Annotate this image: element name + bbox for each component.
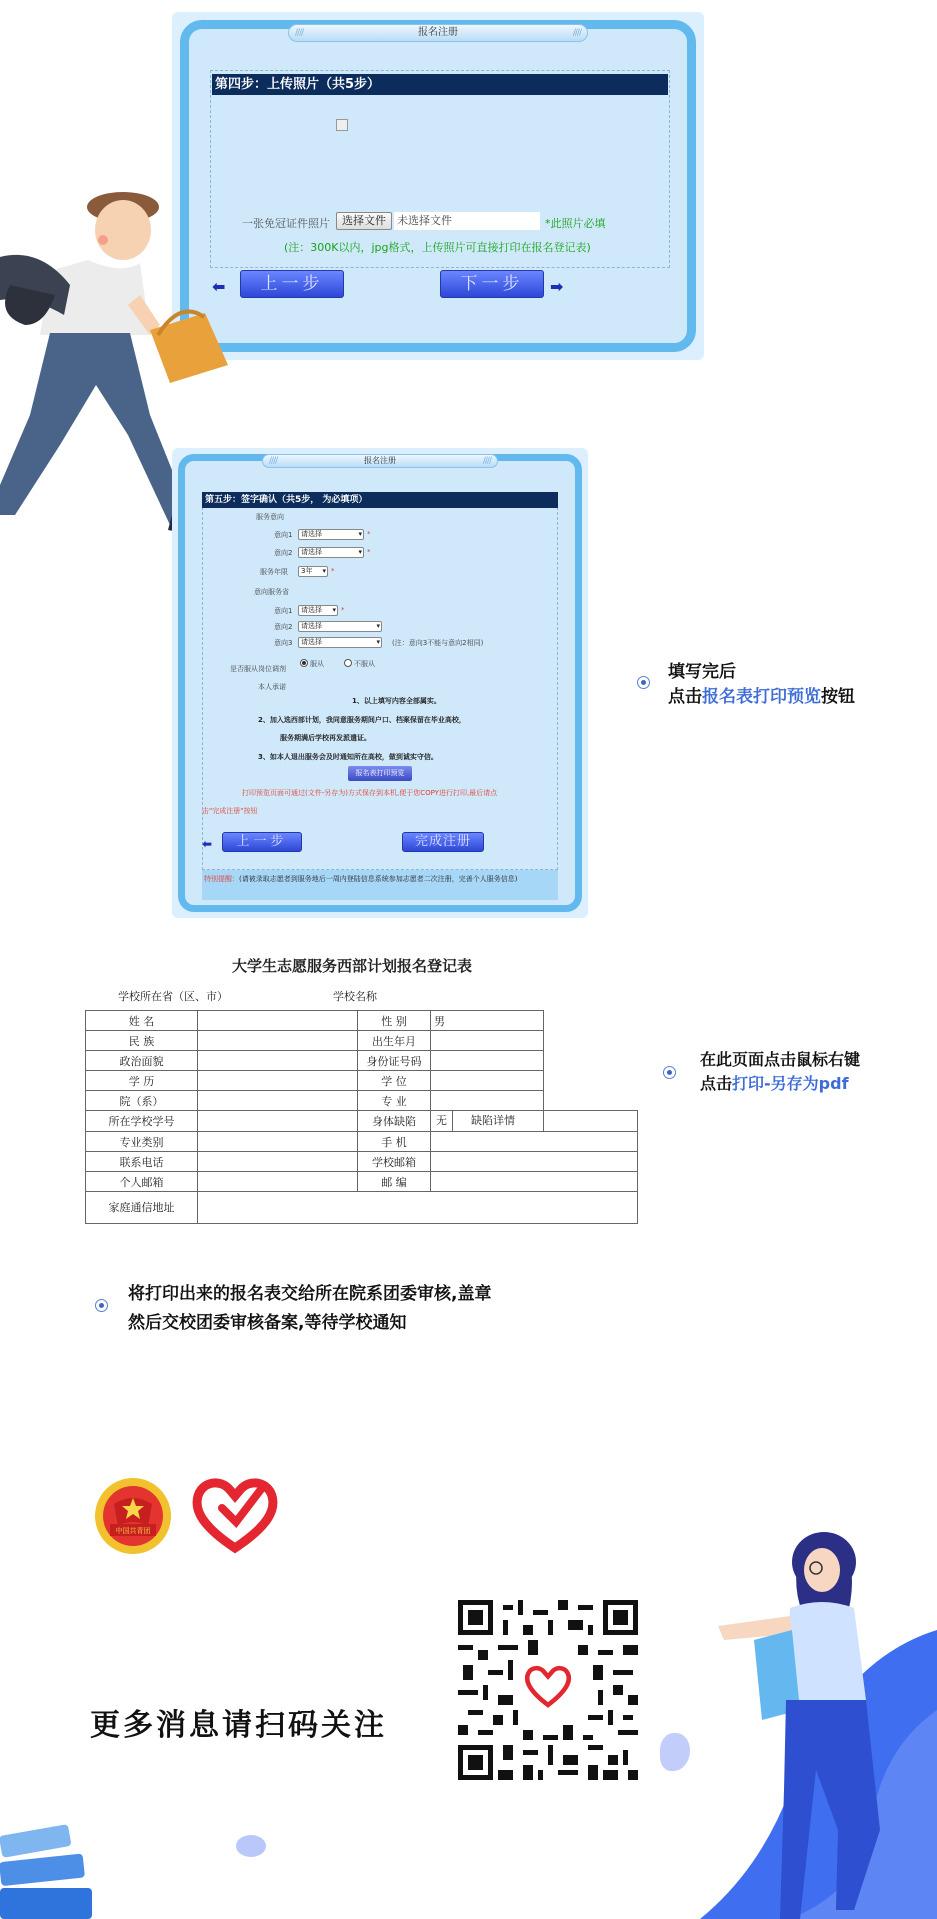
province-label: 学校所在省（区、市）	[118, 990, 228, 1003]
required-note: *此照片必填	[545, 217, 606, 230]
svg-text:中国共青团: 中国共青团	[115, 1527, 151, 1535]
bullet-icon	[95, 1299, 108, 1312]
province2-select[interactable]: 请选择 ▾	[298, 621, 382, 632]
arrow-right-icon: ➡	[550, 277, 564, 296]
obey-radio[interactable]	[300, 659, 308, 667]
bullet-icon	[663, 1066, 676, 1079]
arrow-left-icon: ⬅	[212, 277, 226, 296]
volunteer-heart-logo-icon	[192, 1474, 278, 1554]
panel-title: //// 报名注册 ////	[288, 24, 588, 42]
bullet-icon	[637, 676, 650, 689]
qr-code[interactable]	[458, 1600, 638, 1780]
table-row: 所在学校学号 身体缺陷 无 缺陷详情	[86, 1111, 638, 1132]
photo-preview-icon	[336, 119, 348, 131]
table-row: 学 历 学 位	[86, 1071, 638, 1091]
print-preview-button[interactable]: 报名表打印预览	[348, 766, 412, 781]
decor-blob	[236, 1835, 266, 1857]
intent1-select[interactable]: 请选择 ▾	[298, 529, 364, 540]
years-select[interactable]: 3年 ▾	[298, 566, 328, 577]
prev-step-button[interactable]: 上一步	[240, 270, 344, 298]
note-save-pdf: 在此页面点击鼠标右键 点击打印-另存为pdf	[700, 1050, 861, 1093]
province-note: (注：意向3不能与意向2相同)	[392, 639, 484, 647]
table-row: 家庭通信地址	[86, 1192, 638, 1224]
next-step-button[interactable]: 下一步	[440, 270, 544, 298]
table-row: 专业类别 手 机	[86, 1132, 638, 1152]
note-submit-form: 将打印出来的报名表交给所在院系团委审核,盖章 然后交校团委审核备案,等待学校通知	[128, 1284, 492, 1333]
registration-table	[85, 1010, 638, 1224]
confirm-panel: //// 报名注册 //// 第五步：签字确认（共5步， 为必填项） 服务意向 意向1 请选择 ▾ * 意向2 请选择 ▾ * 服务年限 3年 ▾ * 意向服务省 意向1 请选择 ▾ * 意向2 请选择 ▾ 意向3 请选择 ▾ (注：意向3不能与意向2相同) 是否服从岗位调剂 服从 不服从 本人承诺 1、以上填写内容全部属实。 2、加入选西部计划，我同意服务期间户口、档案保留在毕业高校， 服务期满后学校再发派遣证。 3、如本人退出服务会及时通知所在高校，做到诚实守信。 报名表打印预览 打印预览页面可通过(文件-另存为)方式保存到本机,便于您COPY进行打印,最后请点 击"完成注册"按钮 ⬅ 上一步 完成注册 特别提醒：(请被录取志愿者到服务地后一周内登陆信息系统参加志愿者二次注册，完善个人服务信息)	[172, 448, 588, 918]
panel-title: //// 报名注册 ////	[262, 454, 498, 468]
arrow-left-icon: ⬅	[202, 837, 213, 851]
note-fill-complete: 填写完后 点击报名表打印预览按钮	[668, 662, 855, 707]
step-header: 第五步：签字确认（共5步， 为必填项）	[202, 492, 558, 508]
table-row: 姓 名 性 别 男	[86, 1011, 638, 1031]
scan-prompt: 更多消息请扫码关注	[90, 1708, 387, 1743]
intent2-select[interactable]: 请选择 ▾	[298, 547, 364, 558]
file-status: 未选择文件	[394, 212, 540, 230]
prev-step-button[interactable]: 上一步	[222, 832, 302, 852]
girl-illustration	[640, 1530, 937, 1919]
not-obey-radio[interactable]	[344, 659, 352, 667]
warning-box: 特别提醒：(请被录取志愿者到服务地后一周内登陆信息系统参加志愿者二次注册，完善个人服务信息)	[202, 870, 558, 900]
table-row: 个人邮箱 邮 编	[86, 1172, 638, 1192]
finish-register-button[interactable]: 完成注册	[402, 832, 484, 852]
province1-select[interactable]: 请选择 ▾	[298, 605, 338, 616]
form-title: 大学生志愿服务西部计划报名登记表	[232, 957, 473, 975]
step-header: 第四步：上传照片（共5步）	[212, 74, 668, 95]
table-row: 政治面貌 身份证号码	[86, 1051, 638, 1071]
upload-hint: (注：300K以内，jpg格式，上传照片可直接打印在报名登记表)	[284, 241, 591, 254]
table-row: 院（系） 专 业	[86, 1091, 638, 1111]
photo-label: 一张免冠证件照片	[242, 217, 330, 230]
choose-file-button[interactable]: 选择文件	[336, 212, 392, 230]
table-row: 民 族 出生年月	[86, 1031, 638, 1051]
books-illustration	[0, 1800, 100, 1919]
youth-league-badge-icon	[92, 1474, 174, 1558]
table-row: 联系电话 学校邮箱	[86, 1152, 638, 1172]
upload-panel	[172, 12, 704, 360]
province3-select[interactable]: 请选择 ▾	[298, 637, 382, 648]
school-label: 学校名称	[333, 990, 377, 1003]
